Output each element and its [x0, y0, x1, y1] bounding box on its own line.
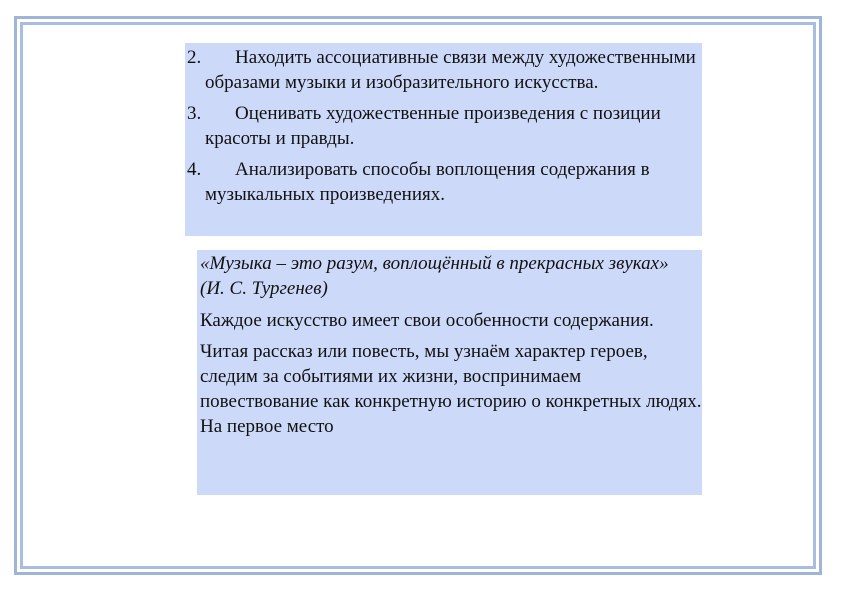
list-item-text: Находить ассоциативные связи между художественными образами музыки и изобразительного искусства.: [205, 47, 696, 93]
list-item: [185, 101, 702, 151]
paragraph: Каждое искусство имеет свои особенности содержания.: [200, 310, 654, 331]
list-item-text: Оценивать художественные произведения с позиции красоты и правды.: [205, 103, 661, 149]
paragraph: Читая рассказ или повесть, мы узнаём характер героев, следим за событиями их жизни, воспринимаем повествование как конкретную историю о конкретных людях. На первое место: [200, 341, 702, 437]
quote-text: «Музыка – это разум, воплощённый в прекрасных звуках»: [200, 253, 669, 274]
list-item-text: Анализировать способы воплощения содержания в музыкальных произведениях.: [205, 159, 650, 205]
list-item: [185, 45, 702, 95]
text-block: [197, 250, 702, 495]
objectives-list: [185, 43, 702, 236]
list-item: [185, 157, 702, 207]
list-item-number: 2.: [187, 47, 202, 68]
quote-author: (И. С. Тургенев): [200, 278, 328, 299]
list-item-number: 3.: [187, 103, 202, 124]
list-item-number: 4.: [187, 159, 202, 180]
